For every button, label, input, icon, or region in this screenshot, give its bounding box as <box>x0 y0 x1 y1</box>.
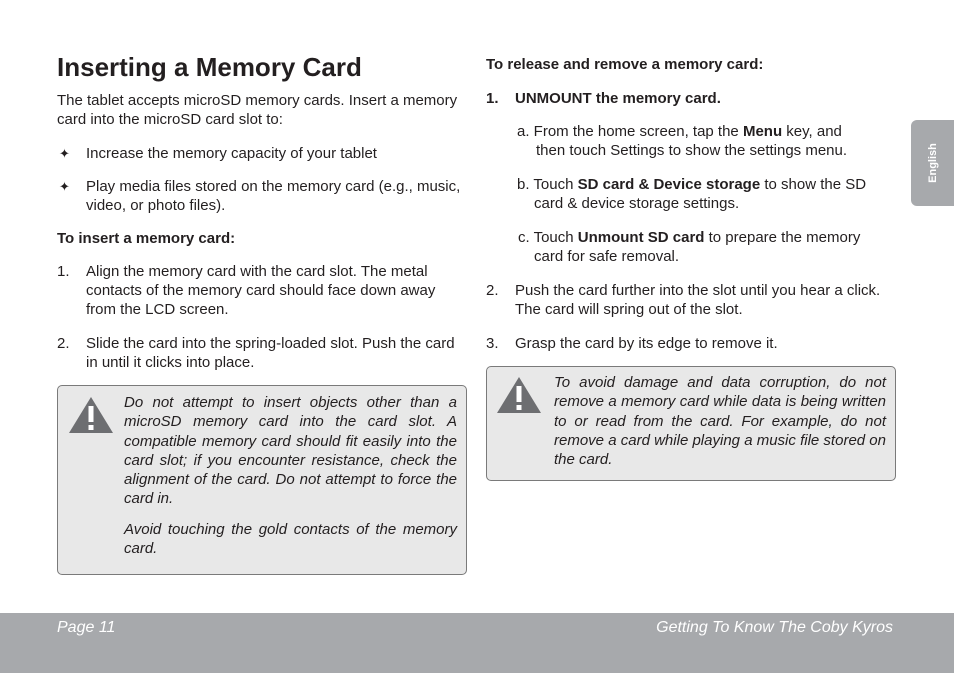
insert-step <box>57 334 467 372</box>
bullet-star-icon: ✦ <box>59 179 70 194</box>
page-footer <box>0 613 954 673</box>
warning-text-right: To avoid damage and data corruption, do not remove a memory card while data is being written to or read from the card. For example, do not remove a card while playing a music file stored on the card. <box>554 374 886 469</box>
bullet-text: Increase the memory capacity of your tablet <box>86 145 377 162</box>
language-label: English <box>926 143 939 183</box>
step-number: 1. <box>57 263 70 280</box>
step-number: 2. <box>57 335 70 352</box>
step-text: Grasp the card by its edge to remove it. <box>515 335 778 352</box>
release-heading: To release and remove a memory card: <box>486 56 764 73</box>
section-title: Getting To Know The Coby Kyros <box>656 619 893 636</box>
release-step <box>486 281 898 319</box>
step-number: 1. <box>486 90 499 107</box>
release-step <box>486 334 898 353</box>
step-number: 2. <box>486 282 499 299</box>
warning-paragraph: Avoid touching the gold contacts of the memory card. <box>124 520 457 558</box>
step-text: Slide the card into the spring-loaded slot. Push the card in until it clicks into place. <box>86 335 455 371</box>
bullet-item <box>57 144 467 163</box>
warning-text-left <box>124 393 457 558</box>
bullet-text: Play media files stored on the memory card (e.g., music, video, or photo files). <box>86 178 461 214</box>
sub-step-c: c. Touch Unmount SD card to prepare the memory card for safe removal. <box>518 229 861 265</box>
step-number: 3. <box>486 335 499 352</box>
menu-key-label: Menu <box>742 123 783 140</box>
insert-heading: To insert a memory card: <box>57 230 236 247</box>
release-step <box>486 89 898 108</box>
warning-paragraph: Do not attempt to insert objects other than a microSD memory card into the card slot. A compatible memory card should fit easily into the card slot; if you encounter resistance, check the alignment of the card. Do not attempt to force the card in. <box>124 394 457 508</box>
right-column <box>486 55 898 353</box>
sd-storage-label: SD card & Device storage <box>577 176 761 193</box>
intro-text: The tablet accepts microSD memory cards. Insert a memory card into the microSD card slot to: <box>57 92 458 128</box>
page-number: Page 11 <box>57 619 116 636</box>
step-text: UNMOUNT the memory card. <box>515 90 721 107</box>
sub-step-a: a. From the home screen, tap the Menu key, and then touch Settings to show the settings menu. <box>517 123 848 159</box>
page-title: Inserting a Memory Card <box>57 52 362 82</box>
left-column <box>57 52 467 372</box>
insert-step <box>57 262 467 319</box>
warning-icon <box>68 396 114 434</box>
warning-icon <box>496 376 542 414</box>
bullet-star-icon: ✦ <box>59 146 70 161</box>
unmount-label: Unmount SD card <box>577 229 705 246</box>
warning-box-right <box>486 366 896 481</box>
bullet-item <box>57 177 467 215</box>
language-tab <box>911 120 954 206</box>
step-text: Push the card further into the slot until you hear a click. The card will spring out of the slot. <box>515 282 881 318</box>
warning-box-left <box>57 385 467 575</box>
sub-step-b: b. Touch SD card & Device storage to show the SD card & device storage settings. <box>517 176 867 212</box>
step-text: Align the memory card with the card slot. The metal contacts of the memory card should face down away from the LCD screen. <box>86 263 436 318</box>
